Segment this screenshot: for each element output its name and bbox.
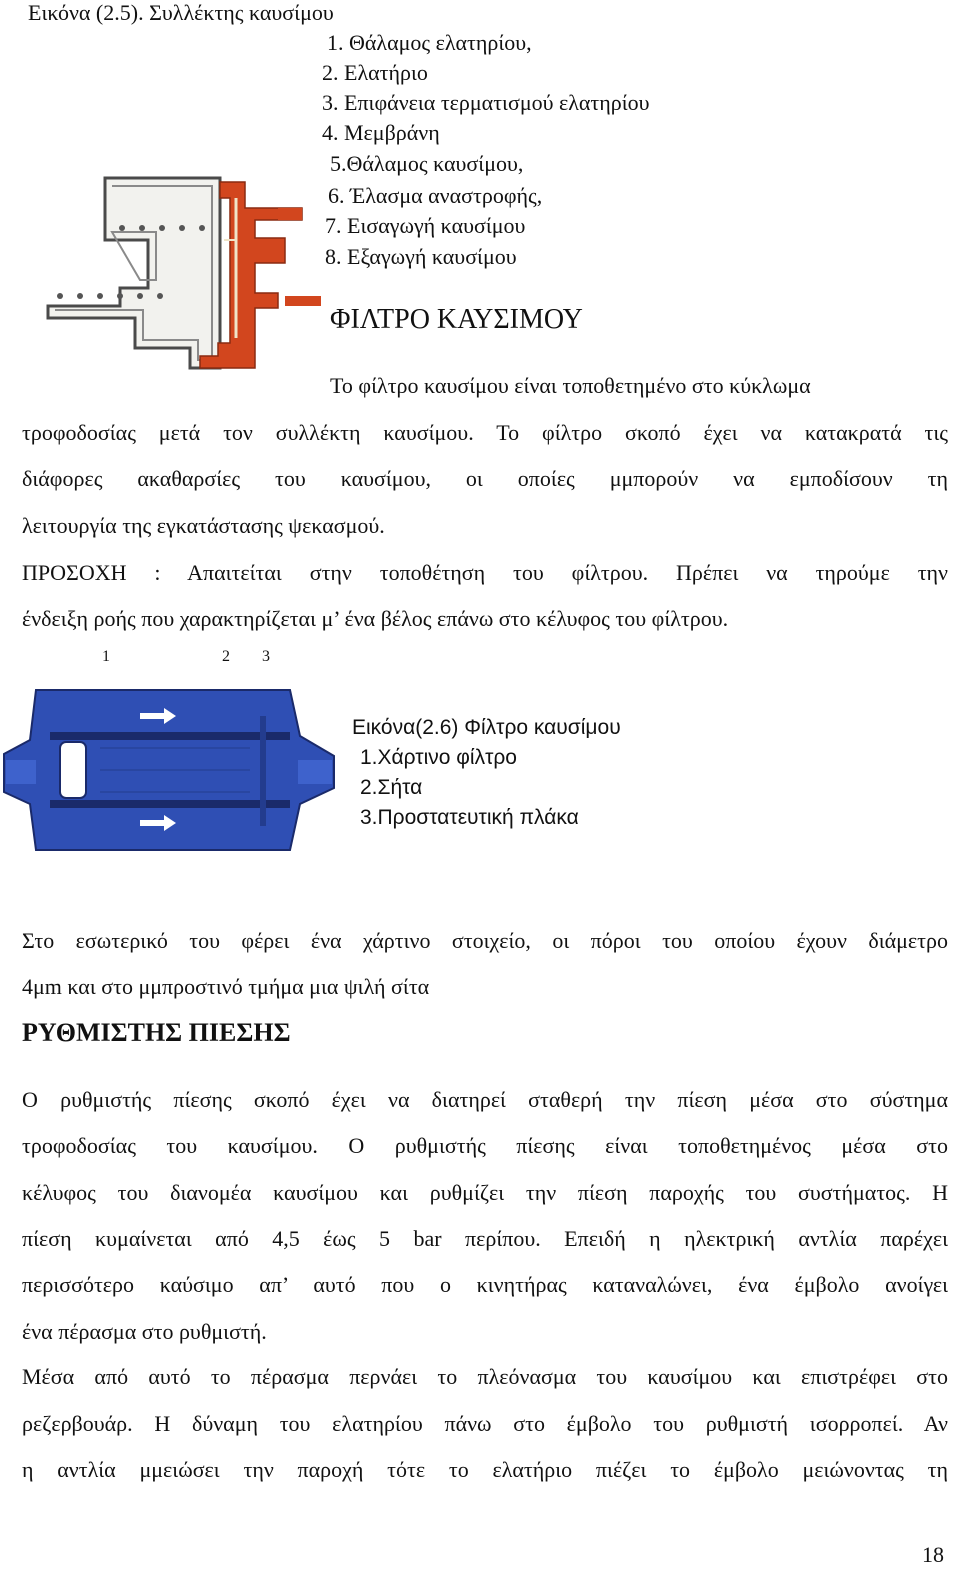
paper-filter-element: [60, 742, 86, 798]
figure-caption-fuel-collector: Εικόνα (2.5). Συλλέκτης καυσίμου: [28, 0, 334, 25]
figure-caption-fuel-filter: Εικόνα(2.6) Φίλτρο καυσίμου: [352, 716, 621, 739]
legend-item: 1.Χάρτινο φίλτρο: [360, 746, 517, 769]
paragraph-line: διάφορες ακαθαρσίες του καυσίμου, οι οποίες μμπορούν να εμποδίσουν τη: [22, 466, 948, 491]
legend-item: 2.Σήτα: [360, 776, 423, 799]
section-heading-pressure-regulator: ΡΥΘΜΙΣΤΗΣ ΠΙΕΣΗΣ: [22, 1018, 291, 1047]
paragraph-line: Ο ρυθμιστής πίεσης σκοπό έχει να διατηρεί σταθερή την πίεση μέσα στο σύστημα: [22, 1087, 948, 1112]
figure-marker: 1: [102, 648, 110, 665]
paragraph-line: Το φίλτρο καυσίμου είναι τοποθετημένο στο κύκλωμα: [330, 373, 811, 398]
legend-item: 6. Έλασμα αναστροφής,: [328, 183, 543, 208]
paragraph-line: ένδειξη ροής που χαρακτηρίζεται μ’ ένα βέλος επάνω στο κέλυφος του φίλτρου.: [22, 606, 729, 631]
section-heading-fuel-filter: ΦΙΛΤΡΟ ΚΑΥΣΙΜΟΥ: [330, 304, 583, 335]
figure-marker: 3: [262, 648, 270, 665]
paragraph-line: Στο εσωτερικό του φέρει ένα χάρτινο στοιχείο, οι πόροι του οποίου έχουν διάμετρο: [22, 928, 948, 953]
fuel-filter-illustration: [0, 686, 336, 854]
legend-item: 8. Εξαγωγή καυσίμου: [325, 244, 517, 269]
paragraph-line: η αντλία μμειώσει την παροχή τότε το ελατήριο πιέζει το έμβολο μειώνοντας τη: [22, 1457, 948, 1482]
paragraph-line: τροφοδοσίας μετά τον συλλέκτη καυσίμου. Το φίλτρο σκοπό έχει να κατακρατά τις: [22, 420, 948, 445]
fuel-collector-illustration: [40, 168, 330, 380]
paragraph-line: Μέσα από αυτό το πέρασμα περνάει το πλεόνασμα του καυσίμου και επιστρέφει στο: [22, 1364, 948, 1389]
paragraph-line: πίεση κυμαίνεται από 4,5 έως 5 bar περίπου. Επειδή η ηλεκτρική αντλία παρέχει: [22, 1226, 948, 1251]
paragraph-line: λειτουργία της εγκατάστασης ψεκασμού.: [22, 513, 385, 538]
legend-item: 2. Ελατήριο: [322, 60, 428, 85]
paragraph-line: κέλυφος του διανομέα καυσίμου και ρυθμίζει την πίεση παροχής του συστήματος. Η: [22, 1180, 948, 1205]
paragraph-line: περισσότερο καύσιμο απ’ αυτό που ο κινητήρας καταναλώνει, ένα έμβολο ανοίγει: [22, 1272, 948, 1297]
legend-item: 7. Εισαγωγή καυσίμου: [325, 213, 526, 238]
page-number: 18: [922, 1542, 944, 1567]
paragraph-line: 4μm και στο μμπροστινό τμήμα μια ψιλή σίτα: [22, 974, 430, 999]
legend-item: 4. Μεμβράνη: [322, 120, 440, 145]
legend-item: 5.Θάλαμος καυσίμου,: [330, 151, 524, 176]
legend-item: 1. Θάλαμος ελατηρίου,: [327, 30, 532, 55]
legend-item: 3. Επιφάνεια τερματισμού ελατηρίου: [322, 90, 650, 115]
paragraph-line: ΠΡΟΣΟΧΗ : Απαιτείται στην τοποθέτηση του φίλτρου. Πρέπει να τηρούμε την: [22, 560, 948, 585]
paragraph-line: ένα πέρασμα στο ρυθμιστή.: [22, 1319, 267, 1344]
paragraph-line: ρεζερβουάρ. Η δύναμη του ελατηρίου πάνω στο έμβολο του ρυθμιστή ισορροπεί. Αν: [22, 1411, 948, 1436]
figure-marker: 2: [222, 648, 230, 665]
legend-item: 3.Προστατευτική πλάκα: [360, 806, 579, 829]
paragraph-line: τροφοδοσίας του καυσίμου. Ο ρυθμιστής πίεσης είναι τοποθετημένος μέσα στο: [22, 1133, 948, 1158]
